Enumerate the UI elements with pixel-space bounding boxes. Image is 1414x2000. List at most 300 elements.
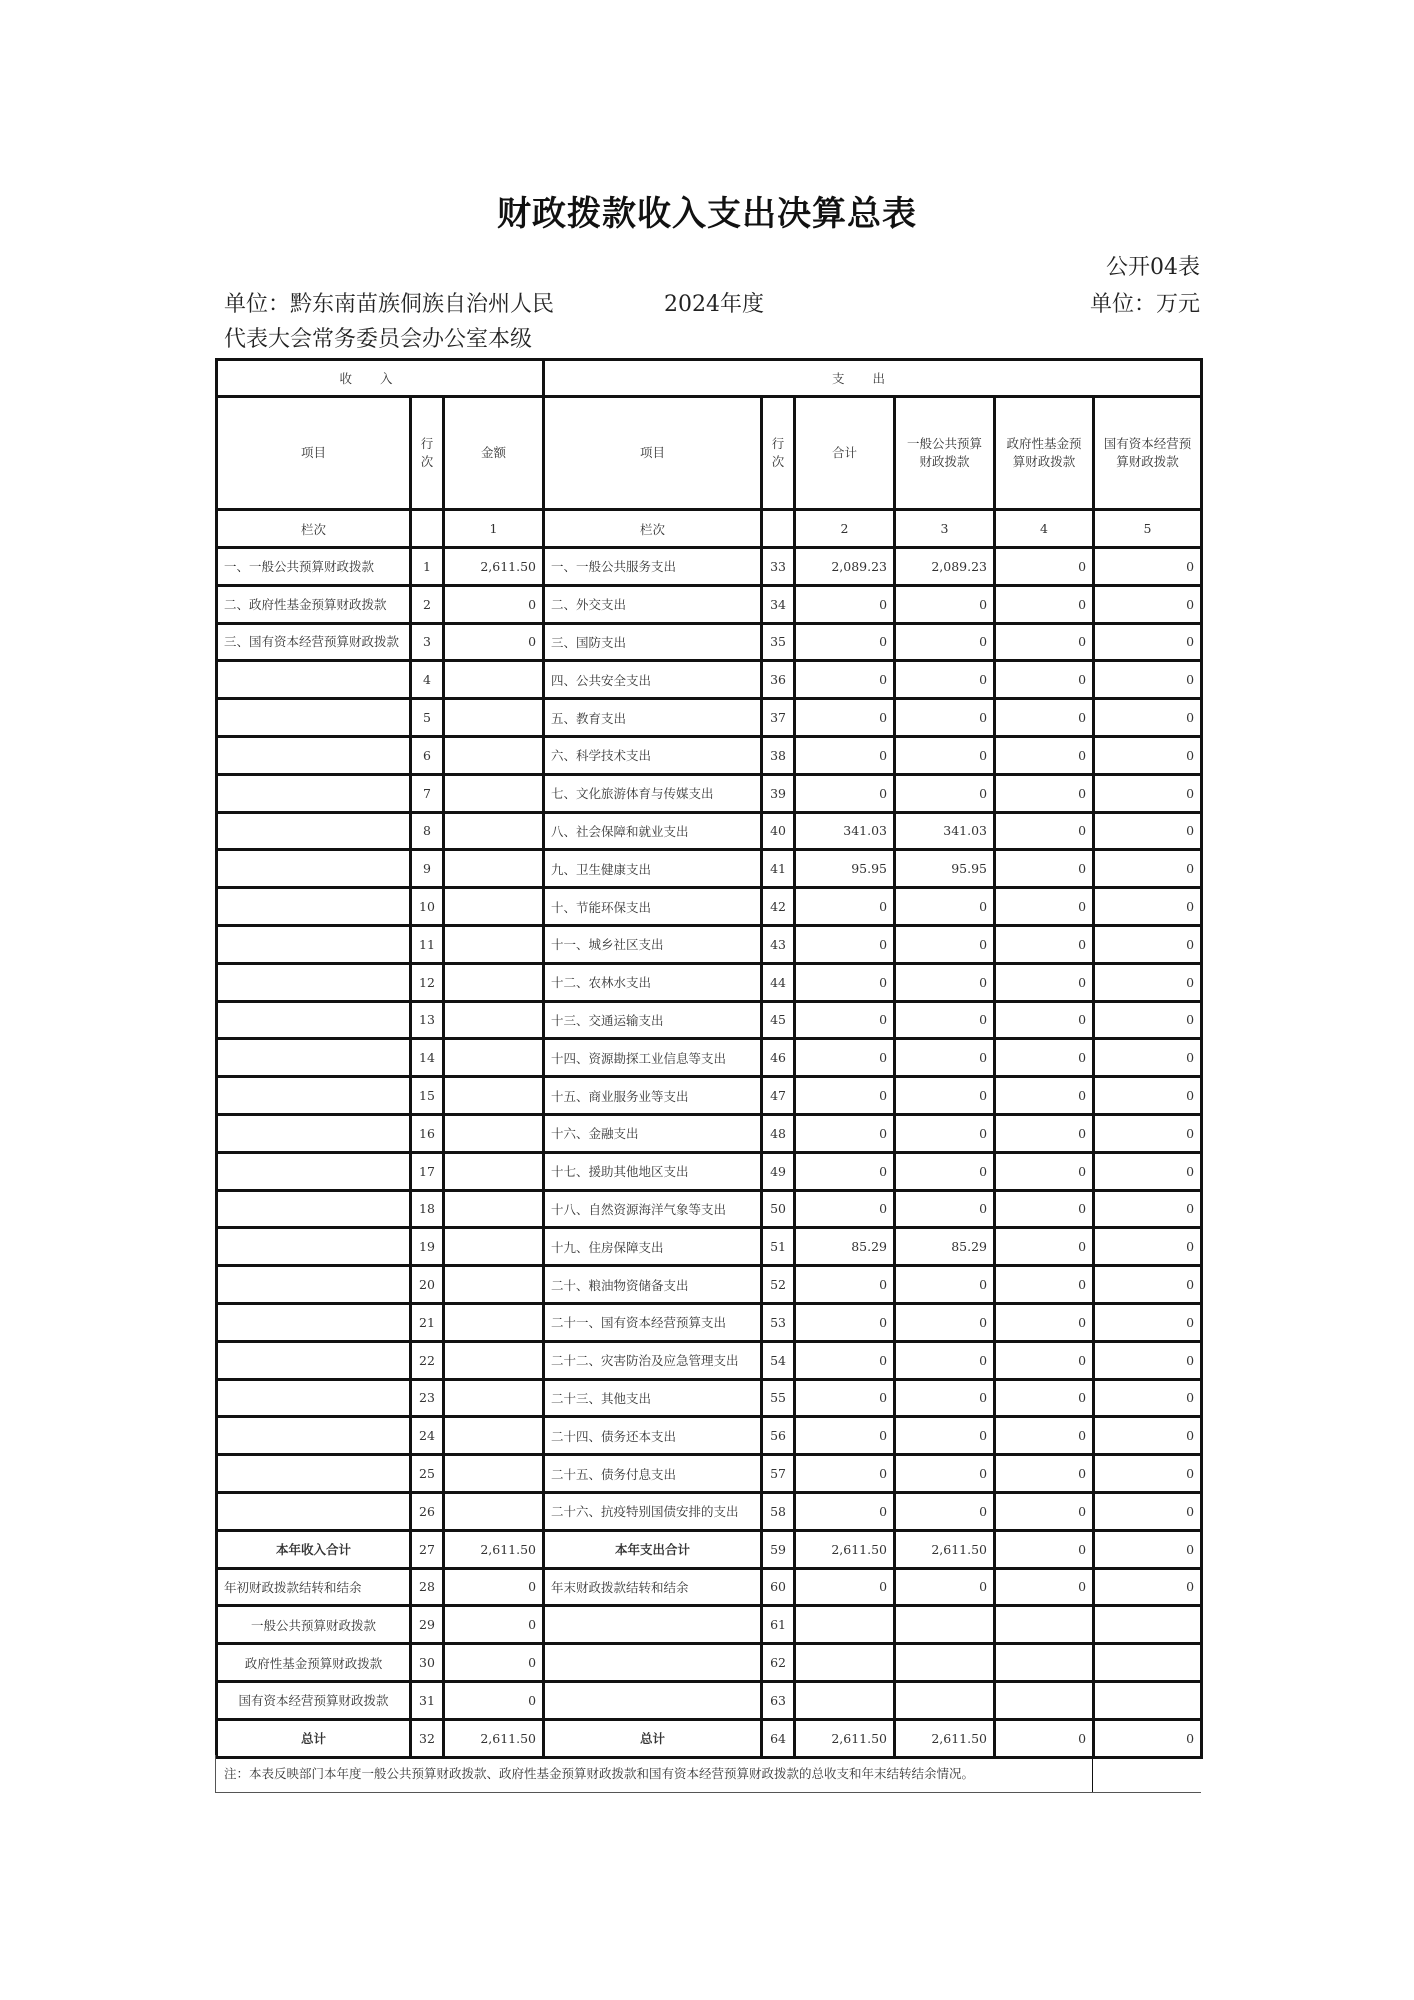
col-income-amount: 金额 xyxy=(444,397,544,510)
col-index-label-left: 栏次 xyxy=(217,510,411,548)
gov-fund-amount: 0 xyxy=(995,1455,1094,1493)
expense-item: 五、教育支出 xyxy=(544,699,762,737)
gov-fund-amount: 0 xyxy=(995,1303,1094,1341)
expense-item: 九、卫生健康支出 xyxy=(544,850,762,888)
gov-fund-amount: 0 xyxy=(995,888,1094,926)
income-amount xyxy=(444,1266,544,1304)
expense-row-no: 40 xyxy=(762,812,795,850)
expense-total: 2,611.50 xyxy=(795,1530,895,1568)
expense-item: 十五、商业服务业等支出 xyxy=(544,1077,762,1115)
income-amount xyxy=(444,925,544,963)
expense-item: 总计 xyxy=(544,1719,762,1757)
income-amount: 0 xyxy=(444,1606,544,1644)
state-capital-amount: 0 xyxy=(1094,850,1202,888)
expense-total: 0 xyxy=(795,774,895,812)
general-budget-amount: 0 xyxy=(895,623,995,661)
state-capital-amount: 0 xyxy=(1094,1492,1202,1530)
table-row xyxy=(217,1341,1202,1379)
table-row xyxy=(217,1455,1202,1493)
income-row-no: 27 xyxy=(411,1530,444,1568)
expense-total: 85.29 xyxy=(795,1228,895,1266)
income-amount xyxy=(444,661,544,699)
income-row-no: 15 xyxy=(411,1077,444,1115)
expense-row-no: 61 xyxy=(762,1606,795,1644)
general-budget-amount: 0 xyxy=(895,1492,995,1530)
col-index-blank-left xyxy=(411,510,444,548)
income-amount xyxy=(444,1114,544,1152)
gov-fund-amount: 0 xyxy=(995,661,1094,699)
general-budget-amount: 0 xyxy=(895,963,995,1001)
general-budget-amount: 2,089.23 xyxy=(895,548,995,586)
income-amount xyxy=(444,736,544,774)
income-row-no: 21 xyxy=(411,1303,444,1341)
table-row xyxy=(217,925,1202,963)
table-row xyxy=(217,1190,1202,1228)
income-amount xyxy=(444,1077,544,1115)
expense-total: 0 xyxy=(795,963,895,1001)
state-capital-amount: 0 xyxy=(1094,812,1202,850)
income-row-no: 3 xyxy=(411,623,444,661)
note-table xyxy=(215,1755,1201,1793)
table-row xyxy=(217,1152,1202,1190)
expense-item: 二十三、其他支出 xyxy=(544,1379,762,1417)
state-capital-amount: 0 xyxy=(1094,1303,1202,1341)
form-number: 公开04表 xyxy=(1106,255,1200,280)
expense-item: 三、国防支出 xyxy=(544,623,762,661)
general-budget-amount: 0 xyxy=(895,1341,995,1379)
income-row-no: 14 xyxy=(411,1039,444,1077)
table-row xyxy=(217,812,1202,850)
general-budget-amount: 0 xyxy=(895,888,995,926)
state-capital-amount: 0 xyxy=(1094,1719,1202,1757)
summary-row xyxy=(217,1681,1202,1719)
expense-row-no: 38 xyxy=(762,736,795,774)
income-row-no: 8 xyxy=(411,812,444,850)
state-capital-amount xyxy=(1094,1606,1202,1644)
income-amount xyxy=(444,1492,544,1530)
state-capital-amount: 0 xyxy=(1094,1190,1202,1228)
gov-fund-amount: 0 xyxy=(995,736,1094,774)
income-item: 二、政府性基金预算财政拨款 xyxy=(217,585,411,623)
general-budget-amount: 0 xyxy=(895,699,995,737)
gov-fund-amount xyxy=(995,1681,1094,1719)
expense-row-no: 57 xyxy=(762,1455,795,1493)
state-capital-amount: 0 xyxy=(1094,548,1202,586)
general-budget-amount: 0 xyxy=(895,661,995,699)
state-capital-amount: 0 xyxy=(1094,699,1202,737)
income-amount: 0 xyxy=(444,1568,544,1606)
expense-row-no: 53 xyxy=(762,1303,795,1341)
table-row xyxy=(217,774,1202,812)
gov-fund-amount: 0 xyxy=(995,1568,1094,1606)
gov-fund-amount: 0 xyxy=(995,1077,1094,1115)
fiscal-year: 2024年度 xyxy=(664,292,764,317)
income-item xyxy=(217,736,411,774)
state-capital-amount: 0 xyxy=(1094,1228,1202,1266)
income-item: 总计 xyxy=(217,1719,411,1757)
income-item: 政府性基金预算财政拨款 xyxy=(217,1644,411,1682)
income-row-no: 1 xyxy=(411,548,444,586)
gov-fund-amount: 0 xyxy=(995,699,1094,737)
general-budget-amount: 85.29 xyxy=(895,1228,995,1266)
expense-total: 0 xyxy=(795,1266,895,1304)
general-budget-amount: 0 xyxy=(895,1077,995,1115)
state-capital-amount: 0 xyxy=(1094,736,1202,774)
income-item xyxy=(217,1379,411,1417)
expense-item: 十三、交通运输支出 xyxy=(544,1001,762,1039)
income-amount xyxy=(444,1001,544,1039)
gov-fund-amount: 0 xyxy=(995,1341,1094,1379)
table-row xyxy=(217,1303,1202,1341)
general-budget-amount: 0 xyxy=(895,1039,995,1077)
expense-total: 0 xyxy=(795,1379,895,1417)
income-row-no: 12 xyxy=(411,963,444,1001)
income-amount: 0 xyxy=(444,585,544,623)
income-amount xyxy=(444,812,544,850)
income-row-no: 30 xyxy=(411,1644,444,1682)
table-row xyxy=(217,1039,1202,1077)
expense-row-no: 54 xyxy=(762,1341,795,1379)
expense-item: 十一、城乡社区支出 xyxy=(544,925,762,963)
expense-item: 二十四、债务还本支出 xyxy=(544,1417,762,1455)
income-section-header: 收入 xyxy=(217,360,544,397)
expense-total: 95.95 xyxy=(795,850,895,888)
general-budget-amount: 341.03 xyxy=(895,812,995,850)
gov-fund-amount: 0 xyxy=(995,1001,1094,1039)
reporting-unit-line1: 单位：黔东南苗族侗族自治州人民 xyxy=(224,292,555,317)
page-title: 财政拨款收入支出决算总表 xyxy=(497,194,917,234)
income-row-no: 32 xyxy=(411,1719,444,1757)
gov-fund-amount: 0 xyxy=(995,1719,1094,1757)
income-item: 一、一般公共预算财政拨款 xyxy=(217,548,411,586)
expense-item xyxy=(544,1644,762,1682)
summary-row xyxy=(217,1719,1202,1757)
col-index-label-right: 栏次 xyxy=(544,510,762,548)
table-row xyxy=(217,1492,1202,1530)
state-capital-amount: 0 xyxy=(1094,1417,1202,1455)
state-capital-amount: 0 xyxy=(1094,1001,1202,1039)
expense-row-no: 64 xyxy=(762,1719,795,1757)
col-total: 合计 xyxy=(795,397,895,510)
expense-item: 年末财政拨款结转和结余 xyxy=(544,1568,762,1606)
income-row-no: 4 xyxy=(411,661,444,699)
expense-item: 十四、资源勘探工业信息等支出 xyxy=(544,1039,762,1077)
income-row-no: 25 xyxy=(411,1455,444,1493)
gov-fund-amount: 0 xyxy=(995,1039,1094,1077)
income-item xyxy=(217,888,411,926)
income-item: 三、国有资本经营预算财政拨款 xyxy=(217,623,411,661)
income-amount xyxy=(444,1341,544,1379)
income-item: 本年收入合计 xyxy=(217,1530,411,1568)
col-income-item: 项目 xyxy=(217,397,411,510)
income-row-no: 9 xyxy=(411,850,444,888)
expense-row-no: 39 xyxy=(762,774,795,812)
expense-item: 八、社会保障和就业支出 xyxy=(544,812,762,850)
expense-row-no: 48 xyxy=(762,1114,795,1152)
income-row-no: 19 xyxy=(411,1228,444,1266)
col-expense-row-no-label: 行次 xyxy=(771,436,785,469)
expense-item: 二十一、国有资本经营预算支出 xyxy=(544,1303,762,1341)
expense-total: 0 xyxy=(795,1568,895,1606)
expense-total: 0 xyxy=(795,1114,895,1152)
gov-fund-amount: 0 xyxy=(995,548,1094,586)
column-index-row xyxy=(217,510,1202,548)
general-budget-amount xyxy=(895,1644,995,1682)
gov-fund-amount: 0 xyxy=(995,963,1094,1001)
col-expense-item: 项目 xyxy=(544,397,762,510)
state-capital-amount: 0 xyxy=(1094,963,1202,1001)
general-budget-amount xyxy=(895,1681,995,1719)
income-amount xyxy=(444,1303,544,1341)
gov-fund-amount: 0 xyxy=(995,1492,1094,1530)
gov-fund-amount: 0 xyxy=(995,1379,1094,1417)
income-item xyxy=(217,1455,411,1493)
expense-row-no: 55 xyxy=(762,1379,795,1417)
note-blank-cell xyxy=(1093,1755,1201,1792)
expense-total: 0 xyxy=(795,623,895,661)
general-budget-amount: 0 xyxy=(895,1152,995,1190)
expense-total: 0 xyxy=(795,1303,895,1341)
income-row-no: 18 xyxy=(411,1190,444,1228)
table-row xyxy=(217,623,1202,661)
expense-row-no: 35 xyxy=(762,623,795,661)
summary-row xyxy=(217,1568,1202,1606)
state-capital-amount xyxy=(1094,1644,1202,1682)
gov-fund-amount: 0 xyxy=(995,812,1094,850)
general-budget-amount: 95.95 xyxy=(895,850,995,888)
col-index-2: 2 xyxy=(795,510,895,548)
col-index-blank-right xyxy=(762,510,795,548)
income-item: 一般公共预算财政拨款 xyxy=(217,1606,411,1644)
general-budget-amount: 0 xyxy=(895,1266,995,1304)
table-row xyxy=(217,736,1202,774)
income-amount xyxy=(444,1455,544,1493)
col-index-1: 1 xyxy=(444,510,544,548)
income-item xyxy=(217,699,411,737)
income-item xyxy=(217,1228,411,1266)
income-item: 国有资本经营预算财政拨款 xyxy=(217,1681,411,1719)
general-budget-amount: 2,611.50 xyxy=(895,1719,995,1757)
table-row xyxy=(217,850,1202,888)
reporting-unit-line2: 代表大会常务委员会办公室本级 xyxy=(224,327,533,352)
expense-total: 0 xyxy=(795,1341,895,1379)
expense-row-no: 41 xyxy=(762,850,795,888)
state-capital-amount: 0 xyxy=(1094,1379,1202,1417)
income-amount xyxy=(444,1190,544,1228)
general-budget-amount: 0 xyxy=(895,774,995,812)
expense-total: 0 xyxy=(795,1455,895,1493)
state-capital-amount: 0 xyxy=(1094,661,1202,699)
expense-row-no: 36 xyxy=(762,661,795,699)
table-row xyxy=(217,1266,1202,1304)
expense-row-no: 43 xyxy=(762,925,795,963)
column-header-row xyxy=(217,397,1202,510)
income-amount: 2,611.50 xyxy=(444,1719,544,1757)
state-capital-amount: 0 xyxy=(1094,1341,1202,1379)
expense-item xyxy=(544,1606,762,1644)
state-capital-amount: 0 xyxy=(1094,925,1202,963)
section-header-row xyxy=(217,360,1202,397)
gov-fund-amount: 0 xyxy=(995,774,1094,812)
summary-row xyxy=(217,1530,1202,1568)
general-budget-amount: 0 xyxy=(895,1379,995,1417)
expense-total: 0 xyxy=(795,1001,895,1039)
state-capital-amount: 0 xyxy=(1094,1266,1202,1304)
income-amount xyxy=(444,699,544,737)
expense-row-no: 45 xyxy=(762,1001,795,1039)
expense-item: 十、节能环保支出 xyxy=(544,888,762,926)
income-amount xyxy=(444,888,544,926)
col-gov-fund: 政府性基金预算财政拨款 xyxy=(995,397,1094,510)
general-budget-amount: 0 xyxy=(895,585,995,623)
state-capital-amount: 0 xyxy=(1094,774,1202,812)
income-item xyxy=(217,1077,411,1115)
income-amount xyxy=(444,1228,544,1266)
gov-fund-amount xyxy=(995,1606,1094,1644)
expense-row-no: 46 xyxy=(762,1039,795,1077)
general-budget-amount: 2,611.50 xyxy=(895,1530,995,1568)
income-row-no: 31 xyxy=(411,1681,444,1719)
gov-fund-amount: 0 xyxy=(995,1152,1094,1190)
general-budget-amount: 0 xyxy=(895,1190,995,1228)
expense-total: 0 xyxy=(795,888,895,926)
income-amount xyxy=(444,1039,544,1077)
income-row-no: 6 xyxy=(411,736,444,774)
col-state-capital: 国有资本经营预算财政拨款 xyxy=(1094,397,1202,510)
expense-row-no: 47 xyxy=(762,1077,795,1115)
expense-item: 二十六、抗疫特别国债安排的支出 xyxy=(544,1492,762,1530)
expense-item: 本年支出合计 xyxy=(544,1530,762,1568)
income-row-no: 11 xyxy=(411,925,444,963)
expense-row-no: 33 xyxy=(762,548,795,586)
expense-total: 0 xyxy=(795,585,895,623)
income-row-no: 29 xyxy=(411,1606,444,1644)
expense-row-no: 62 xyxy=(762,1644,795,1682)
table-row xyxy=(217,699,1202,737)
income-amount: 0 xyxy=(444,1644,544,1682)
income-row-no: 7 xyxy=(411,774,444,812)
table-row xyxy=(217,888,1202,926)
table-row xyxy=(217,661,1202,699)
income-item xyxy=(217,1190,411,1228)
income-item xyxy=(217,1039,411,1077)
expense-total: 0 xyxy=(795,1077,895,1115)
table-row xyxy=(217,1077,1202,1115)
state-capital-amount: 0 xyxy=(1094,1568,1202,1606)
table-row xyxy=(217,1001,1202,1039)
income-amount: 2,611.50 xyxy=(444,548,544,586)
table-row xyxy=(217,1228,1202,1266)
expense-total: 0 xyxy=(795,1039,895,1077)
general-budget-amount: 0 xyxy=(895,1114,995,1152)
expense-total: 0 xyxy=(795,1492,895,1530)
expense-item xyxy=(544,1681,762,1719)
state-capital-amount: 0 xyxy=(1094,1077,1202,1115)
income-item xyxy=(217,1001,411,1039)
income-row-no: 16 xyxy=(411,1114,444,1152)
table-row xyxy=(217,963,1202,1001)
state-capital-amount: 0 xyxy=(1094,1455,1202,1493)
expense-row-no: 49 xyxy=(762,1152,795,1190)
summary-row xyxy=(217,1606,1202,1644)
expense-item: 六、科学技术支出 xyxy=(544,736,762,774)
expense-section-header: 支出 xyxy=(544,360,1202,397)
table-row xyxy=(217,1114,1202,1152)
expense-item: 二、外交支出 xyxy=(544,585,762,623)
expense-total: 0 xyxy=(795,925,895,963)
income-row-no: 17 xyxy=(411,1152,444,1190)
expense-total xyxy=(795,1606,895,1644)
expense-item: 十六、金融支出 xyxy=(544,1114,762,1152)
expense-item: 二十二、灾害防治及应急管理支出 xyxy=(544,1341,762,1379)
gov-fund-amount: 0 xyxy=(995,1417,1094,1455)
gov-fund-amount: 0 xyxy=(995,623,1094,661)
expense-item: 十七、援助其他地区支出 xyxy=(544,1152,762,1190)
expense-item: 七、文化旅游体育与传媒支出 xyxy=(544,774,762,812)
gov-fund-amount xyxy=(995,1644,1094,1682)
income-amount xyxy=(444,963,544,1001)
table-row xyxy=(217,1417,1202,1455)
general-budget-amount: 0 xyxy=(895,736,995,774)
col-index-5: 5 xyxy=(1094,510,1202,548)
currency-unit: 单位：万元 xyxy=(1089,292,1200,317)
expense-total xyxy=(795,1644,895,1682)
state-capital-amount: 0 xyxy=(1094,888,1202,926)
expense-item: 十九、住房保障支出 xyxy=(544,1228,762,1266)
gov-fund-amount: 0 xyxy=(995,1266,1094,1304)
income-item: 年初财政拨款结转和结余 xyxy=(217,1568,411,1606)
expense-row-no: 42 xyxy=(762,888,795,926)
income-row-no: 20 xyxy=(411,1266,444,1304)
gov-fund-amount: 0 xyxy=(995,1228,1094,1266)
income-amount xyxy=(444,1152,544,1190)
income-item xyxy=(217,963,411,1001)
income-item xyxy=(217,661,411,699)
expense-item: 二十五、债务付息支出 xyxy=(544,1455,762,1493)
col-index-4: 4 xyxy=(995,510,1094,548)
income-item xyxy=(217,1492,411,1530)
expense-row-no: 59 xyxy=(762,1530,795,1568)
income-item xyxy=(217,925,411,963)
gov-fund-amount: 0 xyxy=(995,585,1094,623)
table-row xyxy=(217,1379,1202,1417)
state-capital-amount: 0 xyxy=(1094,1039,1202,1077)
expense-total: 0 xyxy=(795,1190,895,1228)
income-row-no: 23 xyxy=(411,1379,444,1417)
gov-fund-amount: 0 xyxy=(995,850,1094,888)
expense-item: 十八、自然资源海洋气象等支出 xyxy=(544,1190,762,1228)
income-row-no: 22 xyxy=(411,1341,444,1379)
income-row-no: 28 xyxy=(411,1568,444,1606)
income-row-no: 10 xyxy=(411,888,444,926)
expense-total: 0 xyxy=(795,736,895,774)
state-capital-amount: 0 xyxy=(1094,1114,1202,1152)
general-budget-amount: 0 xyxy=(895,925,995,963)
expense-total xyxy=(795,1681,895,1719)
expense-row-no: 58 xyxy=(762,1492,795,1530)
income-row-no: 2 xyxy=(411,585,444,623)
income-row-no: 13 xyxy=(411,1001,444,1039)
expense-total: 0 xyxy=(795,661,895,699)
income-amount xyxy=(444,1417,544,1455)
table-row xyxy=(217,548,1202,586)
expense-row-no: 52 xyxy=(762,1266,795,1304)
col-income-row-no xyxy=(411,397,444,510)
general-budget-amount: 0 xyxy=(895,1303,995,1341)
state-capital-amount: 0 xyxy=(1094,623,1202,661)
income-item xyxy=(217,1152,411,1190)
income-row-no: 26 xyxy=(411,1492,444,1530)
